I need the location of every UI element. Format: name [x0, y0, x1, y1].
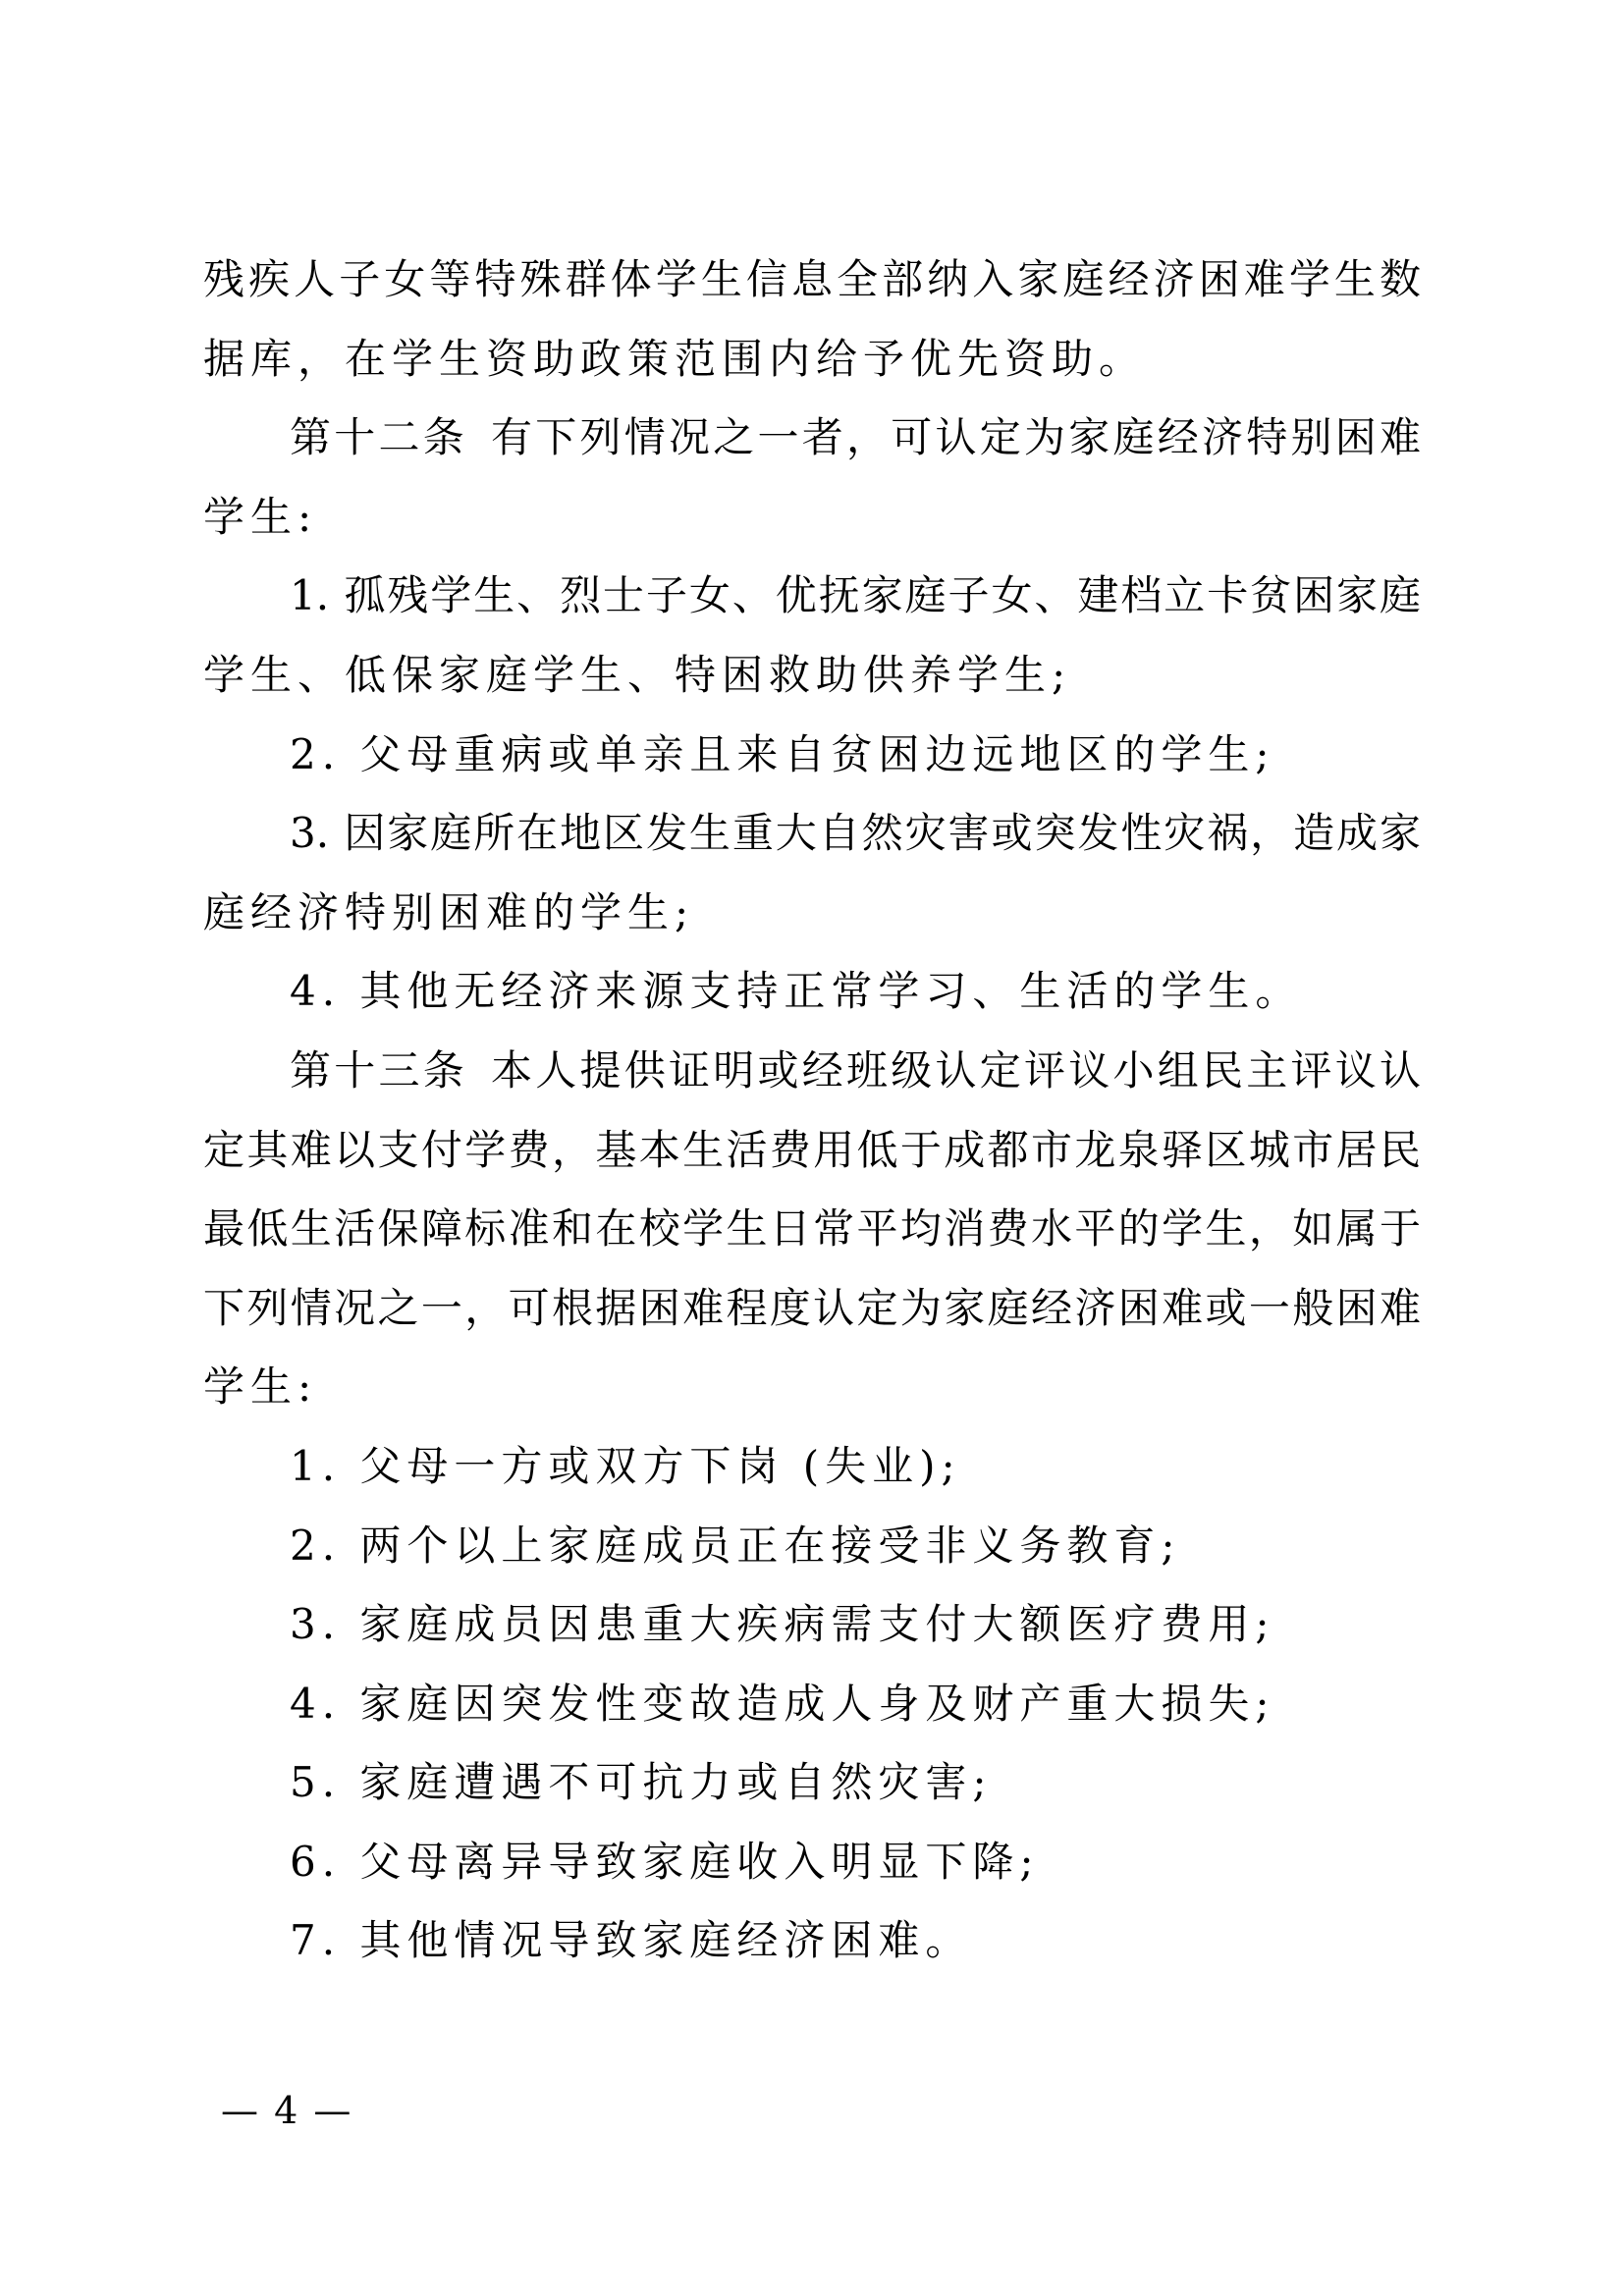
article-13-heading: 第十三条 [290, 1045, 467, 1095]
list-item: 6. 父母离异导致家庭收入明显下降; [290, 1837, 1040, 1886]
text-line: 下列情况之一，可根据困难程度认定为家庭经济困难或一般困难 [203, 1283, 1421, 1332]
text-line: 学生、低保家庭学生、特困救助供养学生; [203, 650, 1072, 699]
list-item: 4. 家庭因突发性变故造成人身及财产重大损失; [290, 1679, 1275, 1728]
article-13-text: 本人提供证明或经班级认定评议小组民主评议认 [491, 1045, 1421, 1095]
list-item: 1. 孤残学生、烈士子女、优抚家庭子女、建档立卡贫困家庭 [290, 571, 1421, 620]
text-line: 最低生活保障标准和在校学生日常平均消费水平的学生，如属于 [203, 1204, 1421, 1254]
list-item: 4. 其他无经济来源支持正常学习、生活的学生。 [290, 967, 1303, 1016]
body-text [203, 240, 1421, 1981]
text-line: 据库，在学生资助政策范围内给予优先资助。 [203, 334, 1147, 383]
list-item: 1. 父母一方或双方下岗 (失业); [290, 1441, 961, 1490]
page-number: — 4 — [221, 2089, 353, 2132]
article-12-heading: 第十二条 [290, 413, 467, 462]
list-item: 2. 父母重病或单亲且来自贫困边远地区的学生; [290, 729, 1275, 778]
text-line: 定其难以支付学费，基本生活费用低于成都市龙泉驿区城市居民 [203, 1125, 1421, 1174]
text-line: 学生: [203, 492, 318, 541]
list-item: 3. 因家庭所在地区发生重大自然灾害或突发性灾祸，造成家 [290, 809, 1421, 858]
article-12-text: 有下列情况之一者，可认定为家庭经济特别困难 [491, 413, 1421, 462]
text-line: 残疾人子女等特殊群体学生信息全部纳入家庭经济困难学生数 [203, 255, 1421, 303]
text-line: 学生: [203, 1362, 318, 1412]
list-item: 7. 其他情况导致家庭经济困难。 [290, 1916, 973, 1965]
list-item: 5. 家庭遭遇不可抗力或自然灾害; [290, 1758, 993, 1807]
list-item: 3. 家庭成员因患重大疾病需支付大额医疗费用; [290, 1600, 1275, 1649]
article-12-line [203, 399, 1421, 478]
list-item: 2. 两个以上家庭成员正在接受非义务教育; [290, 1521, 1181, 1570]
text-line: 庭经济特别困难的学生; [203, 887, 695, 936]
article-13-line [203, 1032, 1421, 1111]
